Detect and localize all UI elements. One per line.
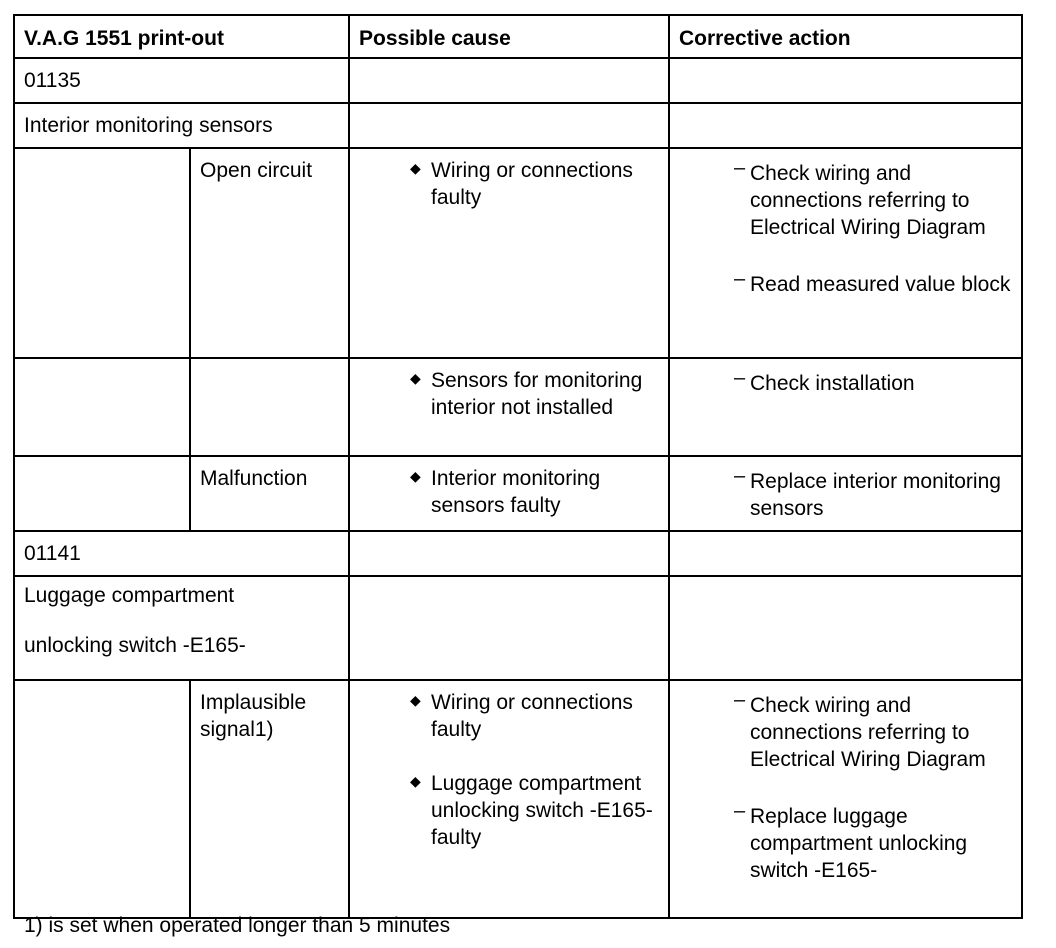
action-cell — [669, 680, 1022, 918]
fault-code-row — [14, 531, 1022, 576]
action-cell — [669, 358, 1022, 456]
cause-item: ◆ Interior monitoring sensors faulty — [359, 465, 660, 519]
action-item: – Replace luggage compartment unlocking switch -E165- — [734, 800, 968, 882]
footnote: 1) is set when operated longer than 5 minutes — [24, 914, 451, 937]
header-action: Corrective action — [669, 15, 1022, 58]
component-name: Luggage compartment unlocking switch -E165- — [14, 576, 349, 680]
empty-cell — [669, 576, 1022, 680]
empty-cell — [14, 680, 190, 918]
fault-type: Malfunction — [190, 456, 349, 531]
empty-cell — [669, 58, 1022, 103]
action-cell — [669, 456, 1022, 531]
diamond-bullet-icon: ◆ — [410, 160, 421, 176]
fault-row — [14, 680, 1022, 918]
fault-code: 01141 — [14, 531, 349, 576]
action-item: – Check wiring and connections referring to Electrical Wiring Diagram — [734, 157, 986, 239]
dash-bullet-icon: – — [734, 268, 746, 290]
empty-cell — [349, 58, 669, 103]
diamond-bullet-icon: ◆ — [410, 773, 421, 789]
fault-code: 01135 — [14, 58, 349, 103]
action-item: – Check wiring and connections referring to Electrical Wiring Diagram — [734, 689, 986, 771]
cause-item: ◆ Sensors for monitoring interior not installed — [359, 367, 660, 421]
diamond-bullet-icon: ◆ — [410, 692, 421, 708]
diagnostic-table — [13, 14, 1023, 919]
dash-bullet-icon: – — [734, 465, 746, 487]
cause-cell — [349, 456, 669, 531]
fault-code-row — [14, 58, 1022, 103]
cause-item: ◆ Wiring or connections faulty — [359, 689, 660, 743]
empty-cell — [349, 531, 669, 576]
fault-row — [14, 456, 1022, 531]
cause-item: ◆ Luggage compartment unlocking switch -E165- faulty — [359, 770, 660, 851]
diamond-bullet-icon: ◆ — [410, 468, 421, 484]
dash-bullet-icon: – — [734, 157, 746, 179]
cause-cell — [349, 148, 669, 358]
component-name: Interior monitoring sensors — [14, 103, 349, 148]
empty-cell — [14, 456, 190, 531]
empty-cell — [669, 531, 1022, 576]
dash-bullet-icon: – — [734, 800, 746, 822]
diamond-bullet-icon: ◆ — [410, 370, 421, 386]
header-printout: V.A.G 1551 print-out — [14, 15, 349, 58]
cause-item: ◆ Wiring or connections faulty — [359, 157, 660, 211]
fault-type: Implausible signal1) — [190, 680, 349, 918]
empty-cell — [669, 103, 1022, 148]
fault-type: Open circuit — [190, 148, 349, 358]
fault-type — [190, 358, 349, 456]
empty-cell — [14, 148, 190, 358]
empty-cell — [14, 358, 190, 456]
fault-row — [14, 148, 1022, 358]
component-row — [14, 103, 1022, 148]
dash-bullet-icon: – — [734, 367, 746, 389]
empty-cell — [349, 576, 669, 680]
action-item: – Check installation — [734, 367, 915, 395]
action-item: – Replace interior monitoring sensors — [734, 465, 1001, 520]
header-cause: Possible cause — [349, 15, 669, 58]
empty-cell — [349, 103, 669, 148]
action-cell — [669, 148, 1022, 358]
fault-row — [14, 358, 1022, 456]
table-header-row — [14, 15, 1022, 58]
action-item: – Read measured value block — [734, 268, 1011, 296]
cause-cell — [349, 358, 669, 456]
component-row — [14, 576, 1022, 680]
cause-cell — [349, 680, 669, 918]
dash-bullet-icon: – — [734, 689, 746, 711]
